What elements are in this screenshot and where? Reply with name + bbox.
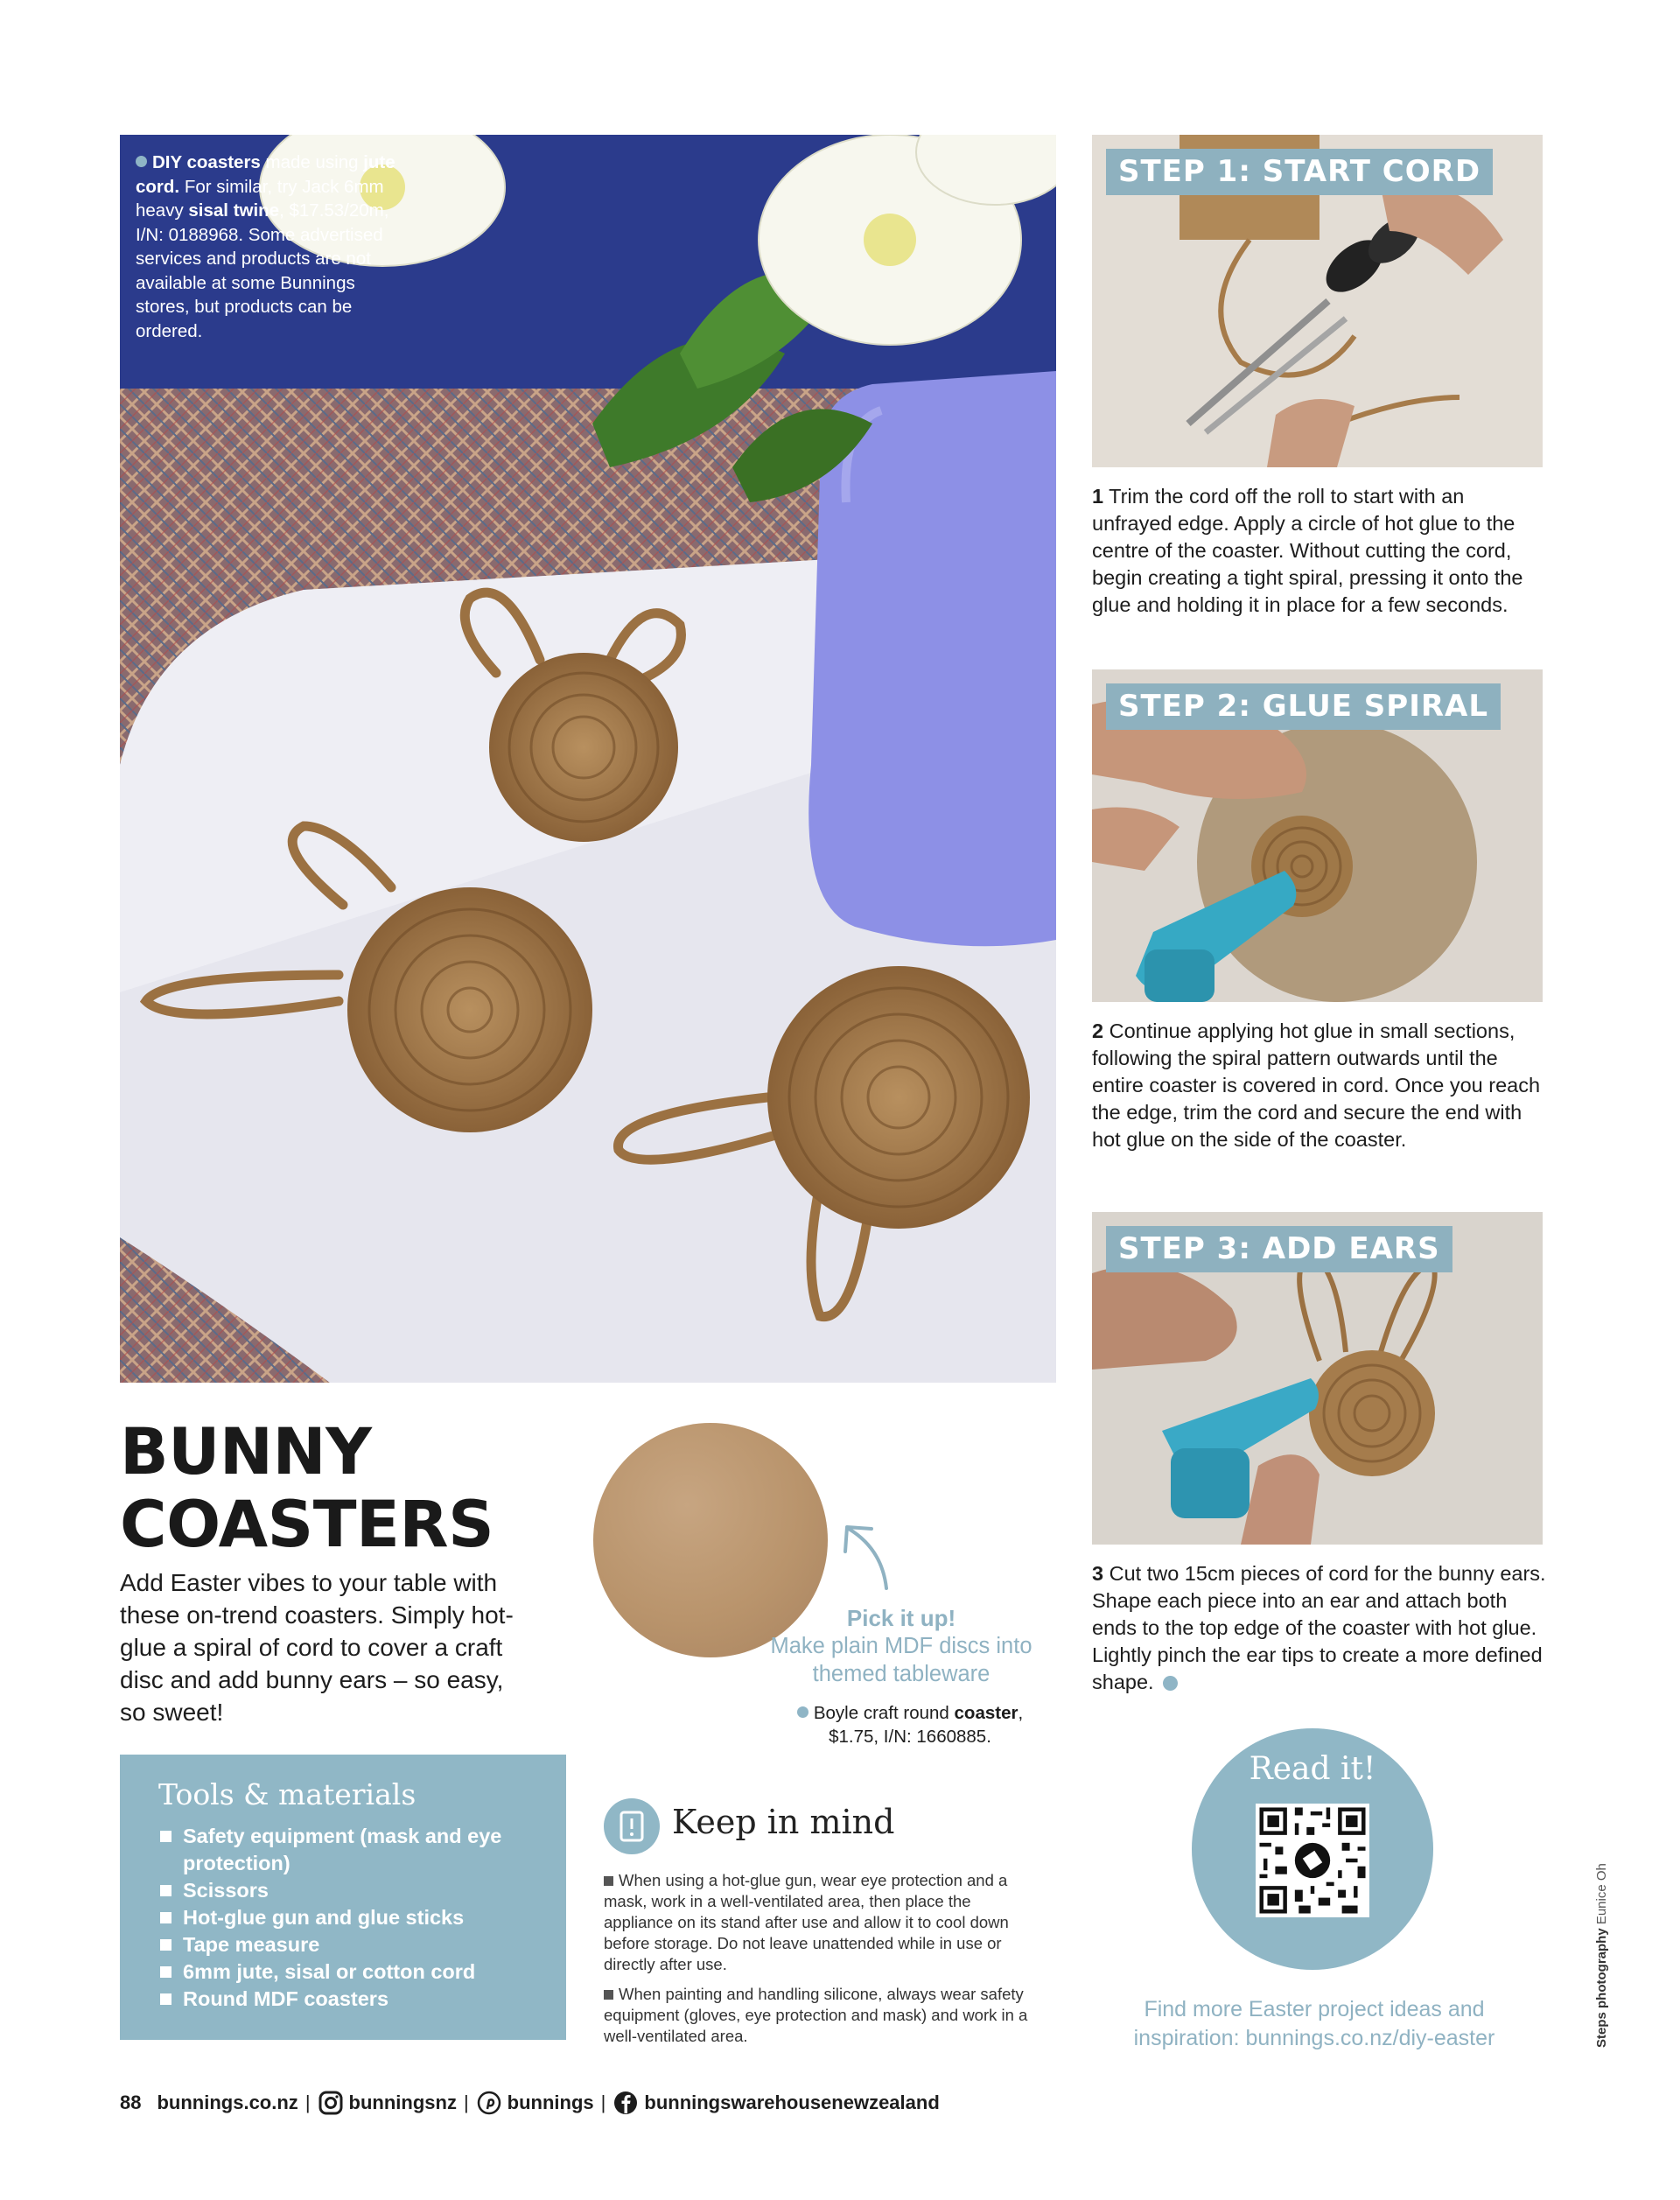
step-1-text: 1 Trim the cord off the roll to start with an unfrayed edge. Apply a circle of hot glue to the centre of the coaster. Without cutting the cord, begin creating a tight spiral, pressing it onto the glue and holding it in place for a few seconds. <box>1092 485 1523 616</box>
step-1-photo <box>1092 135 1543 467</box>
square-bullet-icon <box>604 1990 613 2000</box>
footer-instagram-link[interactable]: bunningsnz <box>348 2091 457 2113</box>
hero-photo <box>120 135 1056 1383</box>
list-item: 6mm jute, sisal or cotton cord <box>160 1958 545 1986</box>
list-item: Tape measure <box>160 1931 545 1958</box>
qr-code-icon <box>1256 1804 1369 1917</box>
read-it-link-text[interactable]: Find more Easter project ideas and inspiration: bunnings.co.nz/diy-easter <box>1133 1997 1495 2050</box>
separator: | <box>304 2091 311 2113</box>
separator: | <box>600 2091 606 2113</box>
footer-facebook-link[interactable]: bunningswarehousenewzealand <box>644 2091 940 2113</box>
page-title: BUNNY COASTERS <box>120 1415 494 1562</box>
bullet-dot-icon <box>797 1706 808 1718</box>
page-number: 88 <box>120 2091 142 2113</box>
read-it-title: Read it! <box>1249 1751 1376 1787</box>
tools-title: Tools & materials <box>158 1777 416 1811</box>
keep-in-mind-para-2: When painting and handling silicone, always wear safety equipment (gloves, eye protection and mask) and work in a well-ventilated area. <box>604 1985 1028 2045</box>
keep-in-mind-para-1: When using a hot-glue gun, wear eye protection and a mask, work in a well-ventilated area, then place the appliance on its stand after use and allow it to cool down before storage. Do not leave unattended while in use or directly after use. <box>604 1871 1009 1973</box>
pick-it-up-title: Pick it up! <box>846 1605 956 1631</box>
step-1-label: STEP 1: START CORD <box>1106 149 1493 195</box>
end-dot-icon <box>1163 1676 1178 1691</box>
step-2-photo <box>1092 669 1543 1002</box>
pinterest-icon <box>476 2090 502 2116</box>
bullet-dot-icon <box>136 156 147 167</box>
list-item: Hot-glue gun and glue sticks <box>160 1904 545 1931</box>
step-2-label: STEP 2: GLUE SPIRAL <box>1106 683 1501 730</box>
keep-in-mind-title: Keep in mind <box>672 1803 895 1841</box>
list-item: Scissors <box>160 1877 545 1904</box>
step-3-text: 3 Cut two 15cm pieces of cord for the bunny ears. Shape each piece into an ear and attach both ends to the top edge of the coaster with hot glue. Lightly pinch the ear tips to create a more defined shape. <box>1092 1562 1546 1693</box>
step-3-label: STEP 3: ADD EARS <box>1106 1226 1452 1272</box>
info-book-icon <box>604 1798 660 1854</box>
facebook-icon <box>612 2090 639 2116</box>
hero-caption: DIY coasters made using jute cord. For similar, try Jack 6mm heavy sisal twine, $17.53/20m, I/N: 0188968. Some advertised services and products are not available at some Bunnings stores, but products can be ordered. <box>136 152 396 341</box>
instagram-icon <box>318 2090 344 2116</box>
footer-site-link[interactable]: bunnings.co.nz <box>157 2091 298 2113</box>
step-2-text: 2 Continue applying hot glue in small sections, following the spiral pattern outwards until the entire coaster is covered in cord. Once you reach the edge, trim the cord and secure the end with hot glue on the side of the coaster. <box>1092 1019 1541 1151</box>
list-item: Round MDF coasters <box>160 1986 545 2013</box>
coaster-caption: Boyle craft round coaster, $1.75, I/N: 1660885. <box>770 1701 1050 1748</box>
footer <box>120 2090 940 2116</box>
pick-it-up <box>770 1604 1032 1688</box>
curved-arrow-icon <box>838 1518 900 1597</box>
step-3-photo <box>1092 1212 1543 1545</box>
footer-pinterest-link[interactable]: bunnings <box>507 2091 594 2113</box>
pick-it-up-body: Make plain MDF discs into themed tableware <box>770 1634 1032 1686</box>
read-it-badge <box>1192 1728 1433 1970</box>
tools-materials-panel <box>120 1755 566 2040</box>
photo-credit: Steps photography Eunice Oh <box>1594 1863 1609 2048</box>
qr-code[interactable] <box>1256 1804 1369 1917</box>
tools-list <box>160 1823 545 2013</box>
intro-text: Add Easter vibes to your table with these on-trend coasters. Simply hot-glue a spiral of cord to cover a craft disc and add bunny ears – so easy, so sweet! <box>120 1569 514 1726</box>
list-item: Safety equipment (mask and eye protection) <box>160 1823 545 1877</box>
square-bullet-icon <box>604 1876 613 1886</box>
separator: | <box>463 2091 469 2113</box>
